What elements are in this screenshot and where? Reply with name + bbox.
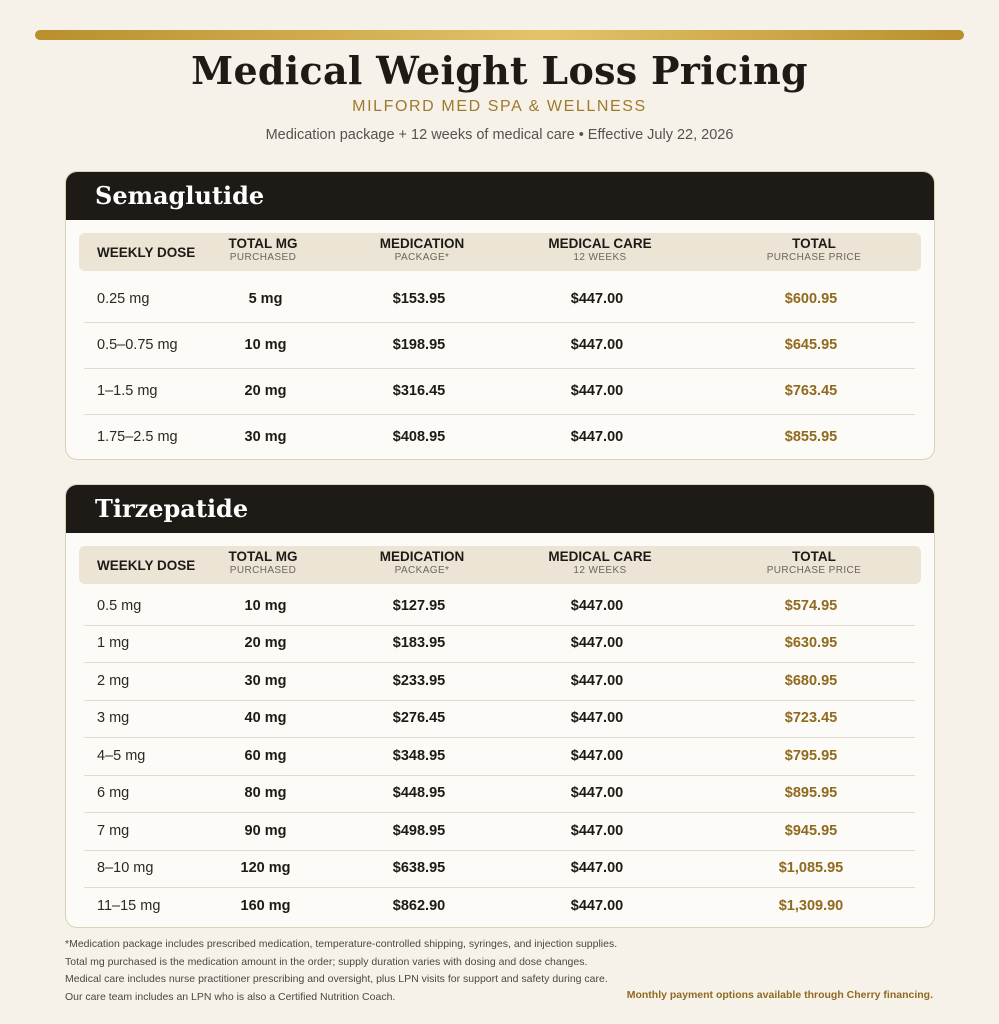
medication-price-cell: $498.95 — [392, 822, 446, 839]
weekly-dose-cell: 0.25 mg — [97, 291, 150, 307]
header-medical-care-sub: 12 WEEKS — [573, 252, 627, 263]
medication-price-cell: $348.95 — [392, 747, 446, 764]
medical-care-price-cell: $447.00 — [570, 429, 624, 445]
total-mg-cell: 160 mg — [240, 897, 291, 914]
medication-price-cell: $862.90 — [392, 897, 446, 914]
medication-price-cell: $316.45 — [392, 383, 446, 399]
table-row — [84, 368, 915, 415]
total-mg-cell: 80 mg — [244, 785, 287, 802]
tagline: Medication package + 12 weeks of medical care • Effective July 22, 2026 — [265, 127, 734, 143]
total-price-cell: $680.95 — [784, 672, 838, 689]
medical-care-price-cell: $447.00 — [570, 635, 624, 652]
medical-care-price-cell: $447.00 — [570, 710, 624, 727]
total-price-cell: $630.95 — [784, 635, 838, 652]
footnotes — [65, 936, 665, 1007]
total-price-cell: $795.95 — [784, 747, 838, 764]
tirzepatide-card — [65, 484, 935, 928]
header-medical-care: MEDICAL CARE — [548, 236, 652, 251]
total-mg-cell: 120 mg — [240, 860, 291, 877]
table-row — [84, 414, 915, 460]
total-mg-cell: 90 mg — [244, 822, 287, 839]
medical-care-price-cell: $447.00 — [570, 672, 624, 689]
medical-care-price-cell: $447.00 — [570, 897, 624, 914]
medication-price-cell: $448.95 — [392, 785, 446, 802]
header-total-mg: TOTAL MG — [228, 236, 298, 251]
header-medication: MEDICATION — [379, 236, 465, 251]
total-mg-cell: 40 mg — [244, 710, 287, 727]
total-mg-cell: 5 mg — [248, 291, 283, 307]
header-medication-sub: PACKAGE* — [394, 565, 450, 576]
footnote-line: *Medication package includes prescribed medication, temperature-controlled shipping, syringes, and injection supplies. — [65, 938, 618, 950]
weekly-dose-cell: 8–10 mg — [97, 860, 154, 877]
header-total: TOTAL — [792, 549, 836, 564]
total-mg-cell: 20 mg — [244, 635, 287, 652]
total-mg-cell: 30 mg — [244, 672, 287, 689]
header-total-mg-sub: PURCHASED — [229, 565, 297, 576]
header-total-mg-sub: PURCHASED — [229, 252, 297, 263]
weekly-dose-cell: 7 mg — [97, 822, 130, 839]
medication-price-cell: $233.95 — [392, 672, 446, 689]
footnote-line: Total mg purchased is the medication amount in the order; supply duration varies with dosing and dose changes. — [65, 955, 588, 968]
header-medical-care-sub: 12 WEEKS — [573, 565, 627, 576]
medical-care-price-cell: $447.00 — [570, 785, 624, 802]
total-mg-cell: 10 mg — [244, 337, 287, 353]
total-price-cell: $895.95 — [784, 785, 838, 802]
semaglutide-heading: Semaglutide — [66, 172, 934, 220]
total-price-cell: $945.95 — [784, 822, 838, 839]
financing-note: Monthly payment options available through Cherry financing. — [626, 989, 933, 1001]
medical-care-price-cell: $447.00 — [570, 291, 624, 307]
medical-care-price-cell: $447.00 — [570, 822, 624, 839]
header-total-sub: PURCHASE PRICE — [766, 565, 862, 576]
weekly-dose-cell: 2 mg — [97, 672, 130, 689]
total-price-cell: $1,309.90 — [778, 897, 844, 914]
header-medical-care: MEDICAL CARE — [548, 549, 652, 564]
total-price-cell: $723.45 — [784, 710, 838, 727]
footnote-line: Our care team includes an LPN who is also a Certified Nutrition Coach. — [65, 991, 396, 1004]
semaglutide-card — [65, 171, 935, 460]
header-weekly-dose: WEEKLY DOSE — [97, 558, 196, 573]
clinic-name: MILFORD MED SPA & WELLNESS — [352, 98, 647, 115]
gold-accent-bar — [35, 30, 964, 40]
medical-care-price-cell: $447.00 — [570, 383, 624, 399]
medication-price-cell: $127.95 — [392, 597, 446, 614]
total-price-cell: $855.95 — [784, 429, 838, 445]
total-mg-cell: 10 mg — [244, 597, 287, 614]
table-header — [79, 546, 921, 584]
weekly-dose-cell: 0.5–0.75 mg — [97, 337, 178, 353]
medication-price-cell: $183.95 — [392, 635, 446, 652]
medical-care-price-cell: $447.00 — [570, 747, 624, 764]
total-price-cell: $600.95 — [784, 291, 838, 307]
table-row — [84, 625, 915, 664]
weekly-dose-cell: 6 mg — [97, 785, 130, 802]
weekly-dose-cell: 0.5 mg — [97, 597, 142, 614]
medical-care-price-cell: $447.00 — [570, 860, 624, 877]
table-row — [84, 775, 915, 814]
page-title: Medical Weight Loss Pricing — [191, 48, 808, 93]
header-total: TOTAL — [792, 236, 836, 251]
table-row — [84, 700, 915, 739]
tirzepatide-heading: Tirzepatide — [66, 485, 934, 533]
total-price-cell: $574.95 — [784, 597, 838, 614]
medical-care-price-cell: $447.00 — [570, 337, 624, 353]
table-row — [84, 322, 915, 369]
header-weekly-dose: WEEKLY DOSE — [97, 245, 196, 260]
header-medication-sub: PACKAGE* — [394, 252, 450, 263]
table-row — [84, 887, 915, 925]
total-mg-cell: 60 mg — [244, 747, 287, 764]
header-total-mg: TOTAL MG — [228, 549, 298, 564]
total-price-cell: $1,085.95 — [778, 860, 844, 877]
table-row — [84, 737, 915, 776]
table-row — [84, 850, 915, 889]
weekly-dose-cell: 1–1.5 mg — [97, 383, 158, 399]
medication-price-cell: $198.95 — [392, 337, 446, 353]
medication-price-cell: $638.95 — [392, 860, 446, 877]
weekly-dose-cell: 1 mg — [97, 635, 130, 652]
medication-price-cell: $276.45 — [392, 710, 446, 727]
table-row — [84, 662, 915, 701]
header-total-sub: PURCHASE PRICE — [766, 252, 862, 263]
medical-care-price-cell: $447.00 — [570, 597, 624, 614]
table-row — [84, 812, 915, 851]
total-mg-cell: 30 mg — [244, 429, 287, 445]
table-header — [79, 233, 921, 271]
footnote-line: Medical care includes nurse practitioner prescribing and oversight, plus LPN visits for support and safety during care. — [65, 973, 608, 986]
total-mg-cell: 20 mg — [244, 383, 287, 399]
medication-price-cell: $153.95 — [392, 291, 446, 307]
header-medication: MEDICATION — [379, 549, 465, 564]
weekly-dose-cell: 1.75–2.5 mg — [97, 429, 178, 445]
medication-price-cell: $408.95 — [392, 429, 446, 445]
table-row — [84, 587, 915, 626]
weekly-dose-cell: 3 mg — [97, 710, 130, 727]
weekly-dose-cell: 4–5 mg — [97, 747, 146, 764]
weekly-dose-cell: 11–15 mg — [97, 897, 161, 914]
table-row — [84, 276, 915, 323]
total-price-cell: $645.95 — [784, 337, 838, 353]
total-price-cell: $763.45 — [784, 383, 838, 399]
